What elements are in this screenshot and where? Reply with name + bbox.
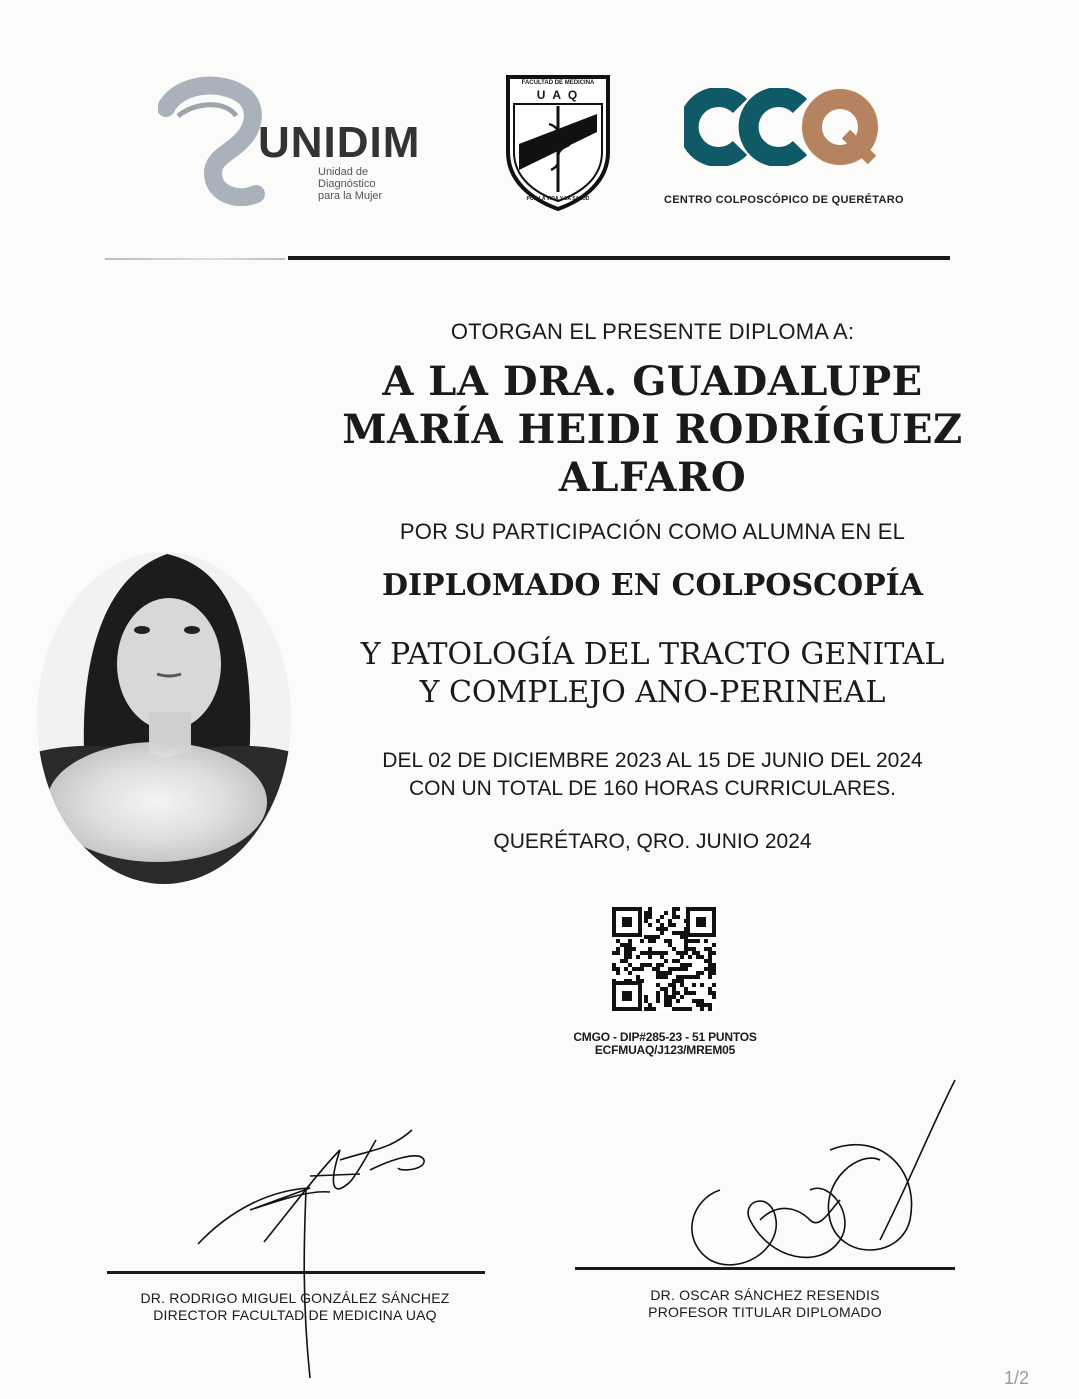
ccq-subtitle: CENTRO COLPOSCÓPICO DE QUERÉTARO xyxy=(664,194,904,206)
course-subtitle-line-2: Y COMPLEJO ANO-PERINEAL xyxy=(419,675,886,710)
qr-module xyxy=(680,1007,684,1011)
qr-module xyxy=(672,967,676,971)
accreditation-code-2: ECFMUAQ/J123/MREM05 xyxy=(594,1043,736,1057)
unidim-sub-1: Unidad de xyxy=(318,166,369,178)
qr-module xyxy=(700,1003,704,1007)
qr-module xyxy=(648,951,652,955)
qr-module xyxy=(680,975,684,979)
qr-module xyxy=(656,919,660,923)
qr-module xyxy=(620,943,624,947)
qr-module xyxy=(684,931,688,935)
qr-module xyxy=(640,967,644,971)
qr-module xyxy=(688,991,692,995)
qr-module xyxy=(708,967,712,971)
qr-module xyxy=(708,975,712,979)
qr-module xyxy=(708,947,712,951)
qr-module xyxy=(684,967,688,971)
qr-module xyxy=(644,935,648,939)
recipient-name-line-3: ALFARO xyxy=(558,454,747,501)
qr-module xyxy=(708,959,712,963)
qr-module xyxy=(688,939,692,943)
qr-module xyxy=(684,975,688,979)
qr-module xyxy=(656,967,660,971)
qr-module xyxy=(672,983,676,987)
qr-module xyxy=(644,1007,648,1011)
qr-module xyxy=(652,1007,656,1011)
qr-module xyxy=(652,951,656,955)
qr-module xyxy=(680,951,684,955)
qr-module xyxy=(712,951,716,955)
qr-module xyxy=(672,923,676,927)
qr-module xyxy=(664,975,668,979)
course-subtitle-line-1: Y PATOLOGÍA DEL TRACTO GENITAL xyxy=(360,637,945,672)
qr-module xyxy=(656,991,660,995)
qr-module xyxy=(696,955,700,959)
header-divider xyxy=(288,256,950,260)
qr-module xyxy=(700,971,704,975)
qr-module xyxy=(644,999,648,1003)
qr-module xyxy=(708,955,712,959)
recipient-name-line-1: A LA DRA. GUADALUPE xyxy=(382,358,923,405)
qr-module xyxy=(700,999,704,1003)
qr-module xyxy=(668,943,672,947)
qr-module xyxy=(688,963,692,967)
qr-module xyxy=(656,975,660,979)
qr-module xyxy=(660,927,664,931)
qr-module xyxy=(708,1003,712,1007)
qr-module xyxy=(668,923,672,927)
qr-module xyxy=(696,999,700,1003)
qr-module xyxy=(664,911,668,915)
qr-module xyxy=(628,955,632,959)
qr-module xyxy=(636,967,640,971)
qr-module xyxy=(656,983,660,987)
qr-module xyxy=(692,951,696,955)
signatory-right xyxy=(575,1287,955,1321)
qr-module xyxy=(636,955,640,959)
unidim-wordmark: UNIDIM xyxy=(258,118,421,167)
signatory-left-name: DR. RODRIGO MIGUEL GONZÁLEZ SÁNCHEZ xyxy=(140,1290,450,1306)
qr-module xyxy=(712,967,716,971)
qr-module xyxy=(612,979,616,983)
qr-module xyxy=(692,939,696,943)
qr-module xyxy=(704,967,708,971)
qr-module xyxy=(688,975,692,979)
qr-module xyxy=(692,975,696,979)
dates-line: DEL 02 DE DICIEMBRE 2023 AL 15 DE JUNIO DEL 2024 xyxy=(382,749,923,772)
qr-module xyxy=(676,915,680,919)
qr-module xyxy=(648,907,652,911)
qr-module xyxy=(668,999,672,1003)
qr-module xyxy=(676,959,680,963)
qr-module xyxy=(648,911,652,915)
signatory-left-title: DIRECTOR FACULTAD DE MEDICINA UAQ xyxy=(153,1307,437,1323)
qr-module xyxy=(636,975,640,979)
qr-module xyxy=(644,919,648,923)
qr-module xyxy=(628,943,632,947)
qr-module xyxy=(704,947,708,951)
unidim-sub-3: para la Mujer xyxy=(318,190,383,202)
intro-line: OTORGAN EL PRESENTE DIPLOMA A: xyxy=(450,319,855,344)
qr-module xyxy=(684,951,688,955)
signatory-left xyxy=(100,1290,490,1324)
qr-module xyxy=(672,959,676,963)
uaq-letters: U A Q xyxy=(536,88,580,102)
qr-module xyxy=(664,987,668,991)
qr-module xyxy=(672,907,676,911)
qr-module xyxy=(628,951,632,955)
qr-module xyxy=(676,975,680,979)
qr-module xyxy=(620,959,624,963)
qr-module xyxy=(612,967,616,971)
qr-module xyxy=(708,971,712,975)
qr-module xyxy=(644,915,648,919)
qr-module xyxy=(656,927,660,931)
qr-module xyxy=(684,991,688,995)
qr-module xyxy=(624,943,628,947)
qr-module xyxy=(684,919,688,923)
qr-module xyxy=(684,987,688,991)
qr-module xyxy=(616,967,620,971)
qr-module xyxy=(660,975,664,979)
portrait-photo xyxy=(37,552,291,884)
qr-module xyxy=(648,935,652,939)
qr-module xyxy=(640,939,644,943)
qr-module xyxy=(664,999,668,1003)
signature-left xyxy=(180,1120,500,1380)
qr-module xyxy=(624,959,628,963)
qr-module xyxy=(656,963,660,967)
qr-module xyxy=(652,939,656,943)
qr-module xyxy=(688,955,692,959)
qr-module xyxy=(700,1007,704,1011)
course-title: DIPLOMADO EN COLPOSCOPÍA xyxy=(382,568,923,603)
header-divider-faded xyxy=(105,258,285,260)
qr-module xyxy=(684,1007,688,1011)
qr-module xyxy=(660,955,664,959)
qr-module xyxy=(652,967,656,971)
qr-module xyxy=(656,999,660,1003)
qr-module xyxy=(664,959,668,963)
qr-module xyxy=(628,939,632,943)
qr-module xyxy=(712,943,716,947)
qr-module xyxy=(616,971,620,975)
unidim-logo xyxy=(158,76,428,206)
qr-module xyxy=(708,963,712,967)
signatory-right-name: DR. OSCAR SÁNCHEZ RESENDIS xyxy=(650,1287,880,1303)
qr-module xyxy=(684,939,688,943)
qr-module xyxy=(680,963,684,967)
qr-module xyxy=(676,999,680,1003)
signature-line-left xyxy=(107,1271,485,1274)
qr-module xyxy=(664,951,668,955)
hours-line: CON UN TOTAL DE 160 HORAS CURRICULARES. xyxy=(409,777,896,800)
qr-module xyxy=(644,995,648,999)
qr-module xyxy=(696,939,700,943)
qr-module xyxy=(700,955,704,959)
qr-module xyxy=(668,939,672,943)
qr-module xyxy=(680,967,684,971)
qr-module xyxy=(668,1003,672,1007)
ccq-mark-icon xyxy=(684,88,884,166)
qr-module xyxy=(712,983,716,987)
participation-line: POR SU PARTICIPACIÓN COMO ALUMNA EN EL xyxy=(399,519,906,544)
qr-module xyxy=(676,967,680,971)
dates-block xyxy=(320,747,985,803)
qr-module xyxy=(628,979,632,983)
qr-module xyxy=(680,955,684,959)
qr-module xyxy=(672,991,676,995)
qr-module xyxy=(684,935,688,939)
qr-module xyxy=(660,971,664,975)
qr-module xyxy=(668,971,672,975)
qr-module xyxy=(680,983,684,987)
qr-code-icon xyxy=(612,907,716,1011)
qr-module xyxy=(648,1003,652,1007)
qr-module xyxy=(648,955,652,959)
qr-module xyxy=(612,951,616,955)
qr-module xyxy=(648,963,652,967)
qr-module xyxy=(692,999,696,1003)
qr-module xyxy=(664,939,668,943)
qr-module xyxy=(692,991,696,995)
qr-code xyxy=(612,907,716,1011)
qr-module xyxy=(680,995,684,999)
qr-module xyxy=(628,963,632,967)
qr-module xyxy=(668,995,672,999)
qr-module xyxy=(628,947,632,951)
ccq-logo xyxy=(662,88,922,213)
qr-module xyxy=(676,979,680,983)
qr-module xyxy=(624,967,628,971)
qr-module xyxy=(632,967,636,971)
course-subtitle xyxy=(320,636,985,712)
qr-module xyxy=(668,983,672,987)
qr-module xyxy=(636,979,640,983)
portrait-image xyxy=(37,552,291,884)
qr-module xyxy=(644,963,648,967)
qr-module xyxy=(660,931,664,935)
qr-module xyxy=(676,907,680,911)
qr-module xyxy=(664,991,668,995)
unidim-sub-2: Diagnóstico xyxy=(318,178,376,190)
qr-module xyxy=(660,963,664,967)
qr-module xyxy=(688,1007,692,1011)
qr-module xyxy=(684,927,688,931)
recipient-name xyxy=(320,358,985,502)
qr-module xyxy=(644,911,648,915)
qr-module xyxy=(656,995,660,999)
qr-module xyxy=(676,931,680,935)
qr-module xyxy=(664,971,668,975)
qr-module xyxy=(704,939,708,943)
qr-module xyxy=(672,931,676,935)
qr-module xyxy=(640,951,644,955)
qr-module xyxy=(632,947,636,951)
qr-module xyxy=(712,963,716,967)
qr-module xyxy=(688,947,692,951)
qr-module xyxy=(648,939,652,943)
qr-module xyxy=(656,935,660,939)
qr-module xyxy=(704,959,708,963)
qr-module xyxy=(624,947,628,951)
qr-module xyxy=(648,1007,652,1011)
qr-module xyxy=(696,971,700,975)
qr-module xyxy=(644,951,648,955)
qr-module xyxy=(696,951,700,955)
page-indicator: 1/2 xyxy=(1004,1368,1030,1388)
qr-module xyxy=(612,963,616,967)
qr-module xyxy=(692,947,696,951)
qr-module xyxy=(692,983,696,987)
recipient-name-line-2: MARÍA HEIDI RODRÍGUEZ xyxy=(342,406,963,453)
qr-module xyxy=(664,927,668,931)
qr-module xyxy=(700,983,704,987)
qr-module xyxy=(624,955,628,959)
qr-module xyxy=(668,919,672,923)
qr-module xyxy=(708,1007,712,1011)
qr-module xyxy=(672,915,676,919)
uaq-shield-logo xyxy=(505,74,611,212)
qr-module xyxy=(712,991,716,995)
accreditation-codes xyxy=(540,1031,790,1057)
uaq-faculty-text: FACULTAD DE MEDICINA xyxy=(521,80,595,86)
signature-line-right xyxy=(575,1267,955,1270)
signature-right xyxy=(680,1070,970,1290)
qr-module xyxy=(712,971,716,975)
qr-module xyxy=(672,947,676,951)
qr-module xyxy=(684,943,688,947)
qr-module xyxy=(712,995,716,999)
qr-module xyxy=(660,951,664,955)
qr-module xyxy=(680,979,684,983)
place-date: QUERÉTARO, QRO. JUNIO 2024 xyxy=(493,830,812,853)
qr-module xyxy=(664,1003,668,1007)
qr-module xyxy=(660,923,664,927)
qr-module xyxy=(672,995,676,999)
qr-module xyxy=(696,1003,700,1007)
qr-module xyxy=(708,987,712,991)
qr-module xyxy=(648,923,652,927)
qr-module xyxy=(672,911,676,915)
qr-module xyxy=(656,951,660,955)
qr-module xyxy=(640,979,644,983)
qr-module xyxy=(668,967,672,971)
qr-module xyxy=(684,947,688,951)
qr-module xyxy=(660,915,664,919)
signatory-right-title: PROFESOR TITULAR DIPLOMADO xyxy=(648,1304,882,1320)
accreditation-code-1: CMGO - DIP#285-23 - 51 PUNTOS xyxy=(573,1030,757,1044)
qr-module xyxy=(680,931,684,935)
qr-module xyxy=(672,1007,676,1011)
qr-module xyxy=(676,991,680,995)
qr-module xyxy=(676,951,680,955)
qr-module xyxy=(628,971,632,975)
qr-module xyxy=(684,963,688,967)
qr-module xyxy=(660,987,664,991)
qr-module xyxy=(656,971,660,975)
qr-module xyxy=(616,947,620,951)
qr-module xyxy=(624,951,628,955)
qr-module xyxy=(616,939,620,943)
qr-module xyxy=(664,995,668,999)
qr-module xyxy=(680,935,684,939)
qr-module xyxy=(640,963,644,967)
qr-module xyxy=(704,1003,708,1007)
qr-module xyxy=(672,987,676,991)
qr-module xyxy=(676,1007,680,1011)
qr-module xyxy=(696,975,700,979)
qr-module xyxy=(624,979,628,983)
qr-module xyxy=(616,951,620,955)
qr-module xyxy=(672,979,676,983)
qr-module xyxy=(708,951,712,955)
qr-module xyxy=(648,915,652,919)
qr-module xyxy=(708,991,712,995)
qr-module xyxy=(648,947,652,951)
uaq-motto: POR LA VIDA Y LA SALUD xyxy=(526,196,590,202)
qr-module xyxy=(652,935,656,939)
